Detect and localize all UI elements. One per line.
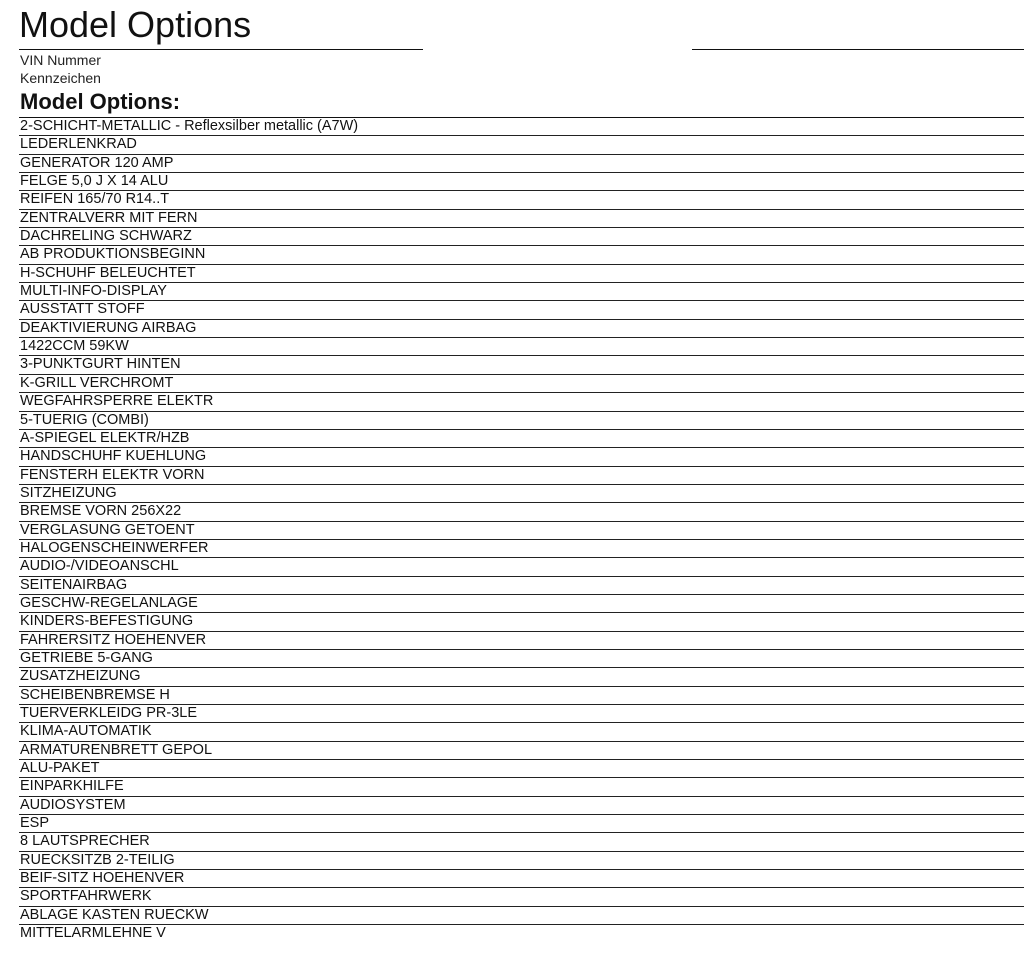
option-row: FAHRERSITZ HOEHENVER xyxy=(19,632,1024,650)
option-row: 3-PUNKTGURT HINTEN xyxy=(19,356,1024,374)
option-row: FELGE 5,0 J X 14 ALU xyxy=(19,173,1024,191)
option-row: H-SCHUHF BELEUCHTET xyxy=(19,265,1024,283)
option-row: ABLAGE KASTEN RUECKW xyxy=(19,907,1024,925)
option-row: ALU-PAKET xyxy=(19,760,1024,778)
option-row: AUDIOSYSTEM xyxy=(19,797,1024,815)
option-row: AUDIO-/VIDEOANSCHL xyxy=(19,558,1024,576)
option-row: SEITENAIRBAG xyxy=(19,577,1024,595)
option-row: MITTELARMLEHNE V xyxy=(20,925,166,942)
option-row: 1422CCM 59KW xyxy=(19,338,1024,356)
option-row: GENERATOR 120 AMP xyxy=(19,155,1024,173)
option-row: KLIMA-AUTOMATIK xyxy=(19,723,1024,741)
option-row: AUSSTATT STOFF xyxy=(19,301,1024,319)
option-row: WEGFAHRSPERRE ELEKTR xyxy=(19,393,1024,411)
option-row: SPORTFAHRWERK xyxy=(19,888,1024,906)
option-row: REIFEN 165/70 R14..T xyxy=(19,191,1024,209)
option-row: KINDERS-BEFESTIGUNG xyxy=(19,613,1024,631)
option-row: 8 LAUTSPRECHER xyxy=(19,833,1024,851)
option-row: ZENTRALVERR MIT FERN xyxy=(19,210,1024,228)
option-row: RUECKSITZB 2-TEILIG xyxy=(19,852,1024,870)
title-underline-right xyxy=(692,49,1024,50)
option-row: BEIF-SITZ HOEHENVER xyxy=(19,870,1024,888)
option-row: AB PRODUKTIONSBEGINN xyxy=(19,246,1024,264)
option-row: SCHEIBENBREMSE H xyxy=(19,687,1024,705)
options-list xyxy=(19,118,1024,943)
option-row: DEAKTIVIERUNG AIRBAG xyxy=(19,320,1024,338)
plate-label: Kennzeichen xyxy=(20,70,101,86)
title-underline-left xyxy=(19,49,423,50)
option-row: LEDERLENKRAD xyxy=(19,136,1024,154)
option-row: ZUSATZHEIZUNG xyxy=(19,668,1024,686)
option-row: HALOGENSCHEINWERFER xyxy=(19,540,1024,558)
page-title: Model Options xyxy=(19,4,252,45)
option-row: DACHRELING SCHWARZ xyxy=(19,228,1024,246)
option-row: ARMATURENBRETT GEPOL xyxy=(19,742,1024,760)
option-row: BREMSE VORN 256X22 xyxy=(19,503,1024,521)
option-row: ESP xyxy=(19,815,1024,833)
option-row: GETRIEBE 5-GANG xyxy=(19,650,1024,668)
option-row: 2-SCHICHT-METALLIC - Reflexsilber metallic (A7W) xyxy=(19,118,1024,136)
option-row: TUERVERKLEIDG PR-3LE xyxy=(19,705,1024,723)
option-row: A-SPIEGEL ELEKTR/HZB xyxy=(19,430,1024,448)
option-row: EINPARKHILFE xyxy=(19,778,1024,796)
option-row: MULTI-INFO-DISPLAY xyxy=(19,283,1024,301)
option-row: HANDSCHUHF KUEHLUNG xyxy=(19,448,1024,466)
option-row: SITZHEIZUNG xyxy=(19,485,1024,503)
option-row: K-GRILL VERCHROMT xyxy=(19,375,1024,393)
option-row: 5-TUERIG (COMBI) xyxy=(19,412,1024,430)
option-row: VERGLASUNG GETOENT xyxy=(19,522,1024,540)
section-title: Model Options: xyxy=(20,89,181,114)
option-row: GESCHW-REGELANLAGE xyxy=(19,595,1024,613)
option-row: FENSTERH ELEKTR VORN xyxy=(19,467,1024,485)
vin-label: VIN Nummer xyxy=(20,52,101,68)
